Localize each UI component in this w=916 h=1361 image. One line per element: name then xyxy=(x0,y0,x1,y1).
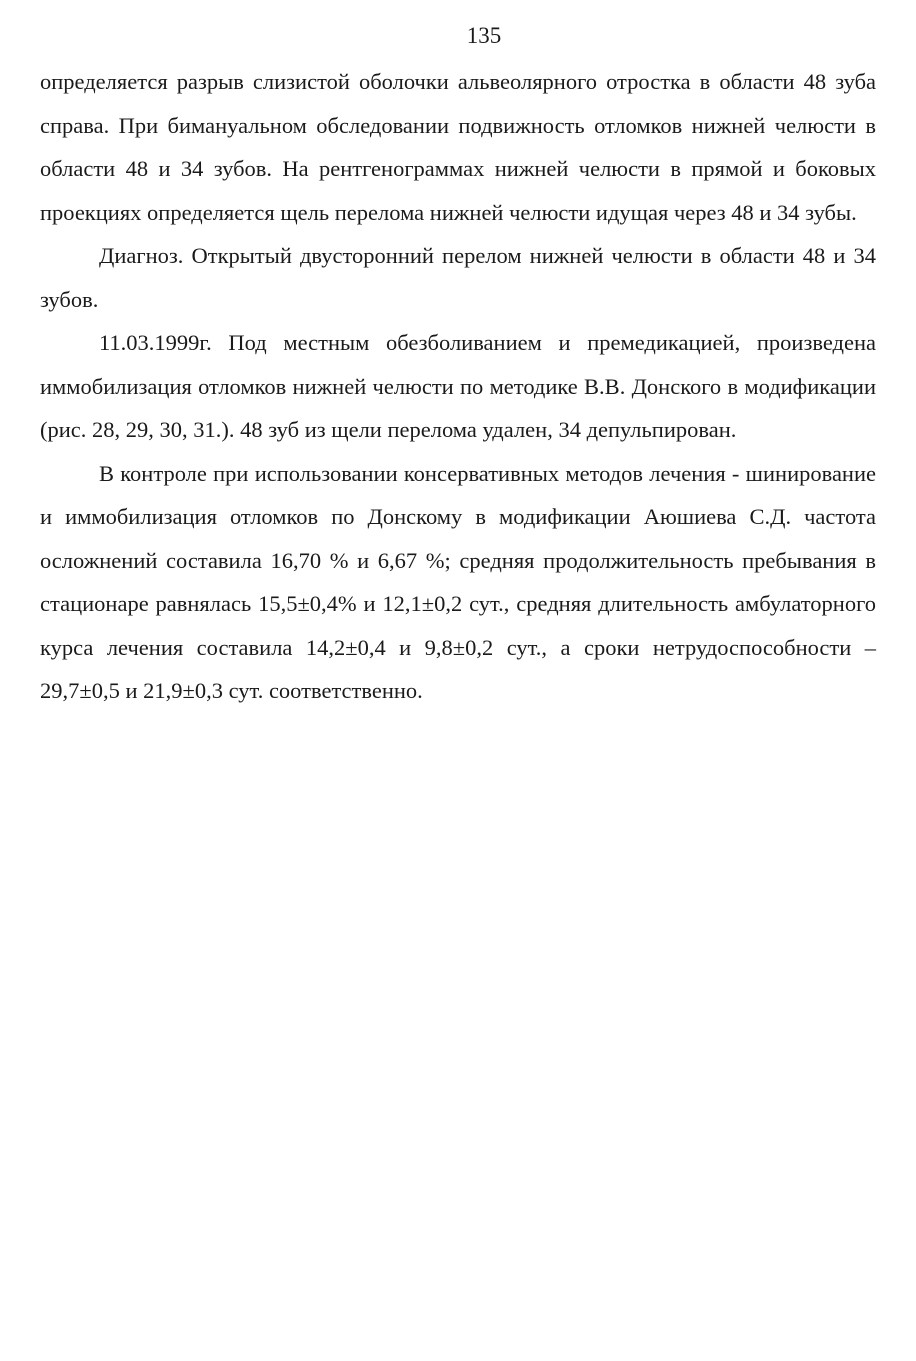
paragraph-diagnosis: Диагноз. Открытый двусторонний перелом нижней челюсти в области 48 и 34 зубов. xyxy=(40,243,876,312)
paragraph-examination: определяется разрыв слизистой оболочки альвеолярного отростка в области 48 зуба справа. При бимануальном обследовании подвижность отломков нижней челюсти в области 48 и 34 зубов. На рентгенограммах нижней челюсти в прямой и боковых проекциях определяется щель перелома нижней челюсти идущая через 48 и 34 зубы. xyxy=(40,69,876,225)
paragraph-control-results: В контроле при использовании консервативных методов лечения - шинирование и иммобилизация отломков по Донскому в модификации Аюшиева С.Д. частота осложнений составила 16,70 % и 6,67 %; средняя продолжительность пребывания в стационаре равнялась 15,5±0,4% и 12,1±0,2 сут., средняя длительность амбулаторного курса лечения составила 14,2±0,4 и 9,8±0,2 сут., а сроки нетрудоспособности – 29,7±0,5 и 21,9±0,3 сут. соответственно. xyxy=(40,460,876,703)
body-text xyxy=(40,60,876,713)
paragraph-treatment: 11.03.1999г. Под местным обезболиванием и премедикацией, произведена иммобилизация отломков нижней челюсти по методике В.В. Донского в модификации (рис. 28, 29, 30, 31.). 48 зуб из щели перелома удален, 34 депульпирован. xyxy=(40,330,876,442)
page-number: 135 xyxy=(466,23,502,48)
